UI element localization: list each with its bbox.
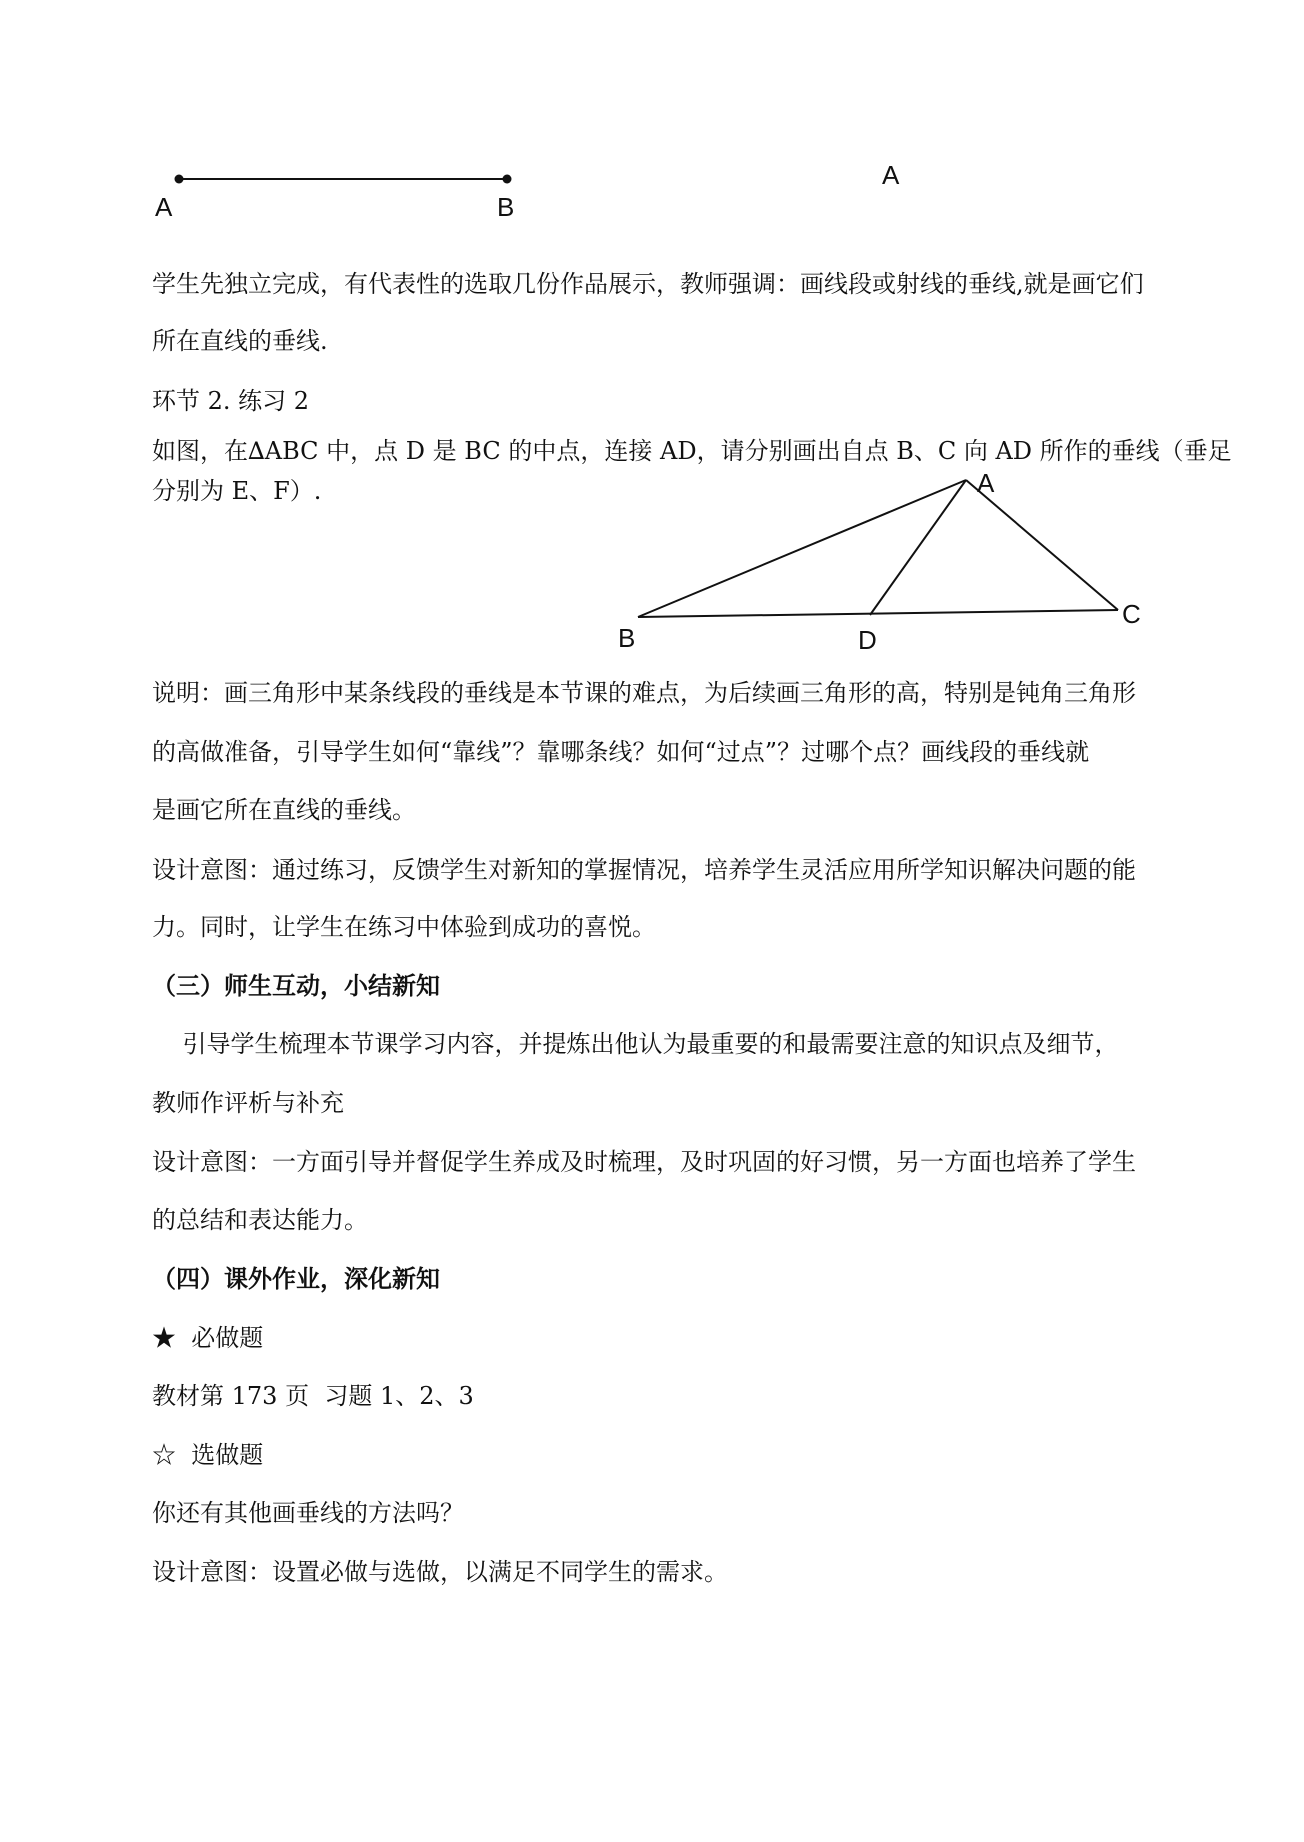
optional-homework-content: 你还有其他画垂线的方法吗？ <box>152 1499 464 1527</box>
segment-label-a: A <box>155 192 173 222</box>
side-ac <box>966 480 1118 610</box>
paragraph-line: 的高做准备，引导学生如何“靠线”？靠哪条线？如何“过点”？过哪个点？画线段的垂线就 <box>152 738 1090 766</box>
paragraph-line: 分别为 E、F）. <box>152 477 322 505</box>
paragraph-line: 设计意图：设置必做与选做，以满足不同学生的需求。 <box>152 1558 728 1586</box>
paragraph-line: 设计意图：一方面引导并督促学生养成及时梳理，及时巩固的好习惯，另一方面也培养了学生 <box>152 1148 1136 1176</box>
segment-label-b: B <box>497 192 515 222</box>
side-bc <box>638 610 1118 617</box>
paragraph-line: 力。同时，让学生在练习中体验到成功的喜悦。 <box>152 913 656 941</box>
section-heading: 环节 2. 练习 2 <box>152 387 310 415</box>
paragraph-line: 是画它所在直线的垂线。 <box>152 796 416 824</box>
triangle-abc-figure <box>0 0 1304 700</box>
paragraph-line: 的总结和表达能力。 <box>152 1206 368 1234</box>
point-label-a: A <box>882 160 900 190</box>
paragraph-line: 设计意图：通过练习，反馈学生对新知的掌握情况，培养学生灵活应用所学知识解决问题的能 <box>152 856 1136 884</box>
paragraph-line: 所在直线的垂线. <box>152 327 328 355</box>
paragraph-line: 教师作评析与补充 <box>152 1089 344 1117</box>
paragraph-line: 说明：画三角形中某条线段的垂线是本节课的难点，为后续画三角形的高，特别是钝角三角形 <box>152 679 1136 707</box>
vertex-label-c: C <box>1122 599 1141 629</box>
required-homework-content: 教材第 173 页 习题 1、2、3 <box>152 1382 474 1410</box>
section-heading: （三）师生互动，小结新知 <box>152 971 440 1000</box>
paragraph-line: 学生先独立完成，有代表性的选取几份作品展示，教师强调：画线段或射线的垂线,就是画它们 <box>152 270 1144 298</box>
point-label-d: D <box>858 625 877 655</box>
vertex-label-a: A <box>977 468 995 498</box>
vertex-label-b: B <box>618 623 636 653</box>
optional-homework-title: ☆ 选做题 <box>152 1441 264 1469</box>
paragraph-line: 引导学生梳理本节课学习内容，并提炼出他认为最重要的和最需要注意的知识点及细节， <box>152 1030 1119 1058</box>
paragraph-line: 如图，在∆ABC 中，点 D 是 BC 的中点，连接 AD，请分别画出自点 B、C 向 AD 所作的垂线（垂足 <box>152 437 1232 465</box>
section-heading: （四）课外作业，深化新知 <box>152 1264 440 1293</box>
required-homework-title: ★ 必做题 <box>152 1324 264 1352</box>
